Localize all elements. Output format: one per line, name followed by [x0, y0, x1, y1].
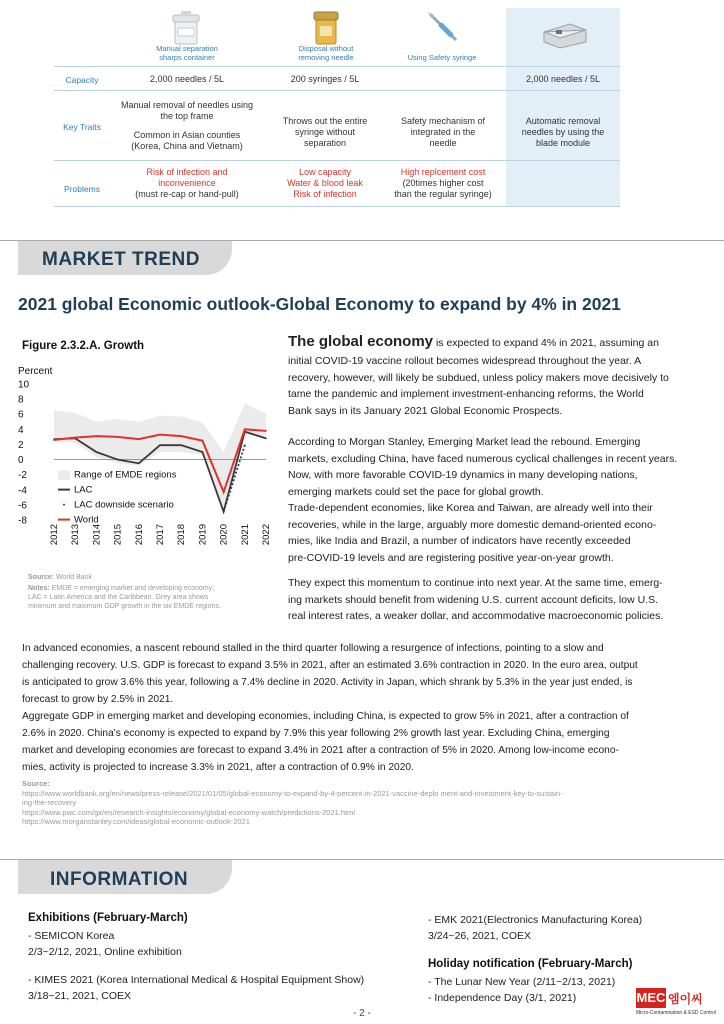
mec-logo: MEC 엠이씨 Micro-Contamination & ESD Control	[636, 990, 717, 1016]
momentum-paragraph: They expect this momentum to continue into next year. At the same time, emerg- ing markets should benefit from widening U.S. current account deficits, low U.S. real interest rates, a weaker dollar, and accommodative macroeconomic policies.	[288, 577, 664, 622]
x-tick-label: 2015	[112, 524, 124, 546]
cell-traits-4: Automatic removal needles by using the blade module	[521, 116, 605, 148]
source-list: Source: https://www.worldbank.org/en/news/press-release/2021/01/05/global-economy-to-expand-by-4-percent-in-2021-vaccine-deplo ment-and-investment-key-to-sustain- ing-the-recovery https://www.pwc.com/gx/en/research-insights/economy/global-economy-watch/predictions-2021.html https://www.morganstanley.com/ideas/global-economic-outlook-2021	[22, 779, 563, 826]
data-point	[138, 438, 140, 440]
source-link-1[interactable]: https://www.worldbank.org/en/news/press-release/2021/01/05/global-economy-to-expand-by-4-percent-in-2021-vaccine-deplo ment-and-investment-key-to-sustain-	[22, 788, 563, 798]
x-tick-label: 2019	[197, 524, 209, 546]
market-trend-title: MARKET TREND	[42, 249, 200, 270]
exhibition-semicon: - SEMICON Korea 2/3~2/12, 2021, Online exhibition	[28, 930, 182, 958]
x-tick-label: 2017	[155, 524, 166, 546]
data-point	[180, 435, 182, 437]
data-point	[223, 491, 225, 493]
cell-traits-2: Throws out the entire syringe without separation	[282, 116, 368, 148]
emerging-markets-paragraph: According to Morgan Stanley, Emerging Market lead the rebound. Emerging markets, excluding China, have faced numerous cyclical challenges in recent years. Now, with more favorable COVID-19 dynamics in many developing nations, emerging markets could set the pace for global growth. Trade-dependent economies, like Korea and Taiwan, are already well into their recoveries, while in the large, arguably more domestic demand-oriented econo- mies, like India and Brazil, a number of indicators have recently exceeded pre-COVID-19 levels and are registering positive year-on-year growth.	[288, 436, 678, 564]
data-point	[159, 434, 161, 436]
legend-label: Range of EMDE regions	[74, 469, 177, 481]
x-tick-label: 2014	[91, 524, 103, 546]
lead-paragraph: The global economy is expected to expand 4% in 2021, assuming an initial COVID-19 vaccine rollout becomes widespread throughout the year. A recovery, however, will likely be subdued, unless policy makers move decisively to tame the pandemic and implement investment-enhancing reforms, the World Bank says in its January 2021 Global Economic Prospects.	[288, 333, 669, 417]
safety-syringe-image	[426, 10, 460, 44]
source-link-3[interactable]: https://www.morganstanley.com/ideas/global-economic-outlook-2021	[22, 817, 250, 826]
cell-traits-3: Safety mechanism of integrated in the needle	[400, 116, 486, 148]
y-tick-label: -2	[18, 470, 27, 482]
sharps-container-image	[172, 10, 200, 46]
growth-chart	[18, 360, 274, 578]
y-tick-label: 0	[18, 455, 24, 467]
cell-traits-1: Manual removal of needles using the top frame Common in Asian counties (Korea, China and Vietnam)	[120, 100, 254, 151]
data-point	[180, 444, 182, 446]
data-point	[244, 429, 246, 431]
cell-capacity-4: 2,000 needles / 5L	[525, 74, 601, 84]
data-point	[244, 444, 246, 446]
source-link-2[interactable]: https://www.pwc.com/gx/en/research-insights/economy/global-economy-watch/predictions-2021.html	[22, 807, 356, 817]
data-point	[223, 511, 225, 513]
comparison-table	[54, 8, 620, 206]
economies-paragraph: In advanced economies, a nascent rebound stalled in the third quarter following a resurgence of infections, pointing to a slow and challenging recovery. U.S. GDP is forecast to expand 3.5% in 2021, after an estimated 3.6% contraction in 2020. In the euro area, output is anticipated to grow 3.6% this year, following a 7.4% decline in 2020. Activity in Japan, which shrank by 5.3% in the year just ended, is forecast to grow by 2.5% in 2021. Aggregate GDP in emerging market and developing economies, including China, is expected to grow 5% in 2021, after a contraction of 2.6% in 2020. China's economy is expected to expand by 7.9% this year following 2% growth last year. Excluding China, emerging market and developing economies are forecast to expand 3.4% in 2021 after a contraction of 5% in 2020. Among low-income econo- mies, activity is projected to increase 3.3% in 2021, after a contraction of 0.9% in 2020.	[22, 643, 638, 773]
data-point	[265, 430, 267, 432]
product-2-label: Disposal without removing needle	[298, 44, 354, 62]
y-tick-label: 2	[18, 439, 24, 451]
row-label-problems: Problems	[64, 184, 100, 194]
data-point	[117, 459, 119, 461]
y-tick-label: -4	[18, 485, 27, 497]
y-tick-label: 8	[18, 394, 24, 406]
legend-swatch-band	[58, 471, 70, 480]
data-point	[202, 440, 204, 442]
cell-capacity-2: 200 syringes / 5L	[290, 74, 360, 84]
y-axis-label: Percent	[18, 366, 53, 377]
growth-figure	[18, 338, 274, 578]
product-3-label: Using Safety syringe	[407, 53, 477, 62]
data-point	[265, 438, 267, 440]
x-tick-label: 2021	[239, 524, 251, 546]
x-tick-label: 2016	[133, 524, 145, 546]
y-tick-label: -6	[18, 500, 27, 512]
y-tick-label: 6	[18, 409, 24, 421]
legend-label: LAC downside scenario	[74, 499, 174, 511]
x-tick-label: 2020	[218, 524, 230, 546]
disposal-container-image	[312, 8, 340, 46]
page-number: - 2 -	[353, 1008, 371, 1019]
product-1-label: Manual separation sharps container	[156, 44, 218, 62]
data-point	[74, 437, 76, 439]
y-tick-label: 10	[18, 379, 30, 391]
y-tick-label: -8	[18, 515, 27, 527]
data-point	[96, 451, 98, 453]
x-tick-label: 2018	[176, 524, 188, 546]
legend-label: World	[74, 514, 99, 526]
exhibition-emk: - EMK 2021(Electronics Manufacturing Korea) 3/24~26, 2021, COEX	[428, 914, 643, 942]
holiday-list: - The Lunar New Year (2/11~2/13, 2021) - Independence Day (3/1, 2021)	[428, 976, 616, 1004]
cell-problems-3: High replcement cost (20times higher cost than the regular syringe)	[394, 167, 492, 199]
legend-swatch	[63, 504, 65, 506]
y-tick-label: 4	[18, 424, 24, 436]
row-label-capacity: Capacity	[65, 75, 99, 85]
data-point	[53, 439, 55, 441]
holiday-heading: Holiday notification (February-March)	[428, 958, 633, 970]
cell-problems-2: Low capacity Water & blood leak Risk of infection	[287, 167, 363, 199]
data-point	[202, 451, 204, 453]
figure-source: Source: World Bank	[28, 574, 93, 581]
market-headline: 2021 global Economic outlook-Global Economy to expand by 4% in 2021	[18, 294, 621, 314]
exhibition-kimes: - KIMES 2021 (Korea International Medical & Hospital Equipment Show) 3/18~21, 2021, COEX	[28, 974, 365, 1002]
cell-capacity-1: 2,000 needles / 5L	[149, 74, 225, 84]
cell-problems-1: Risk of infection and inconvenience (must re-cap or hand-pull)	[135, 167, 239, 199]
row-label-key-traits: Key Traits	[63, 122, 101, 132]
x-tick-label: 2013	[70, 524, 82, 546]
figure-notes: Notes: EMDE = emerging market and developing economy; LAC = Latin America and the Caribbean. Grey area shows minimum and maximum GDP growth in the six EMDE regions.	[28, 585, 221, 610]
information-title: INFORMATION	[50, 869, 189, 890]
data-point	[159, 444, 161, 446]
x-tick-label: 2022	[261, 524, 272, 546]
data-point	[117, 436, 119, 438]
blade-module-device-image	[540, 20, 590, 50]
legend-label: LAC	[74, 484, 93, 496]
data-point	[96, 435, 98, 437]
figure-title: Figure 2.3.2.A. Growth	[22, 340, 145, 352]
data-point	[138, 463, 140, 465]
x-tick-label: 2012	[49, 524, 60, 546]
exhibitions-heading: Exhibitions (February-March)	[28, 912, 188, 924]
